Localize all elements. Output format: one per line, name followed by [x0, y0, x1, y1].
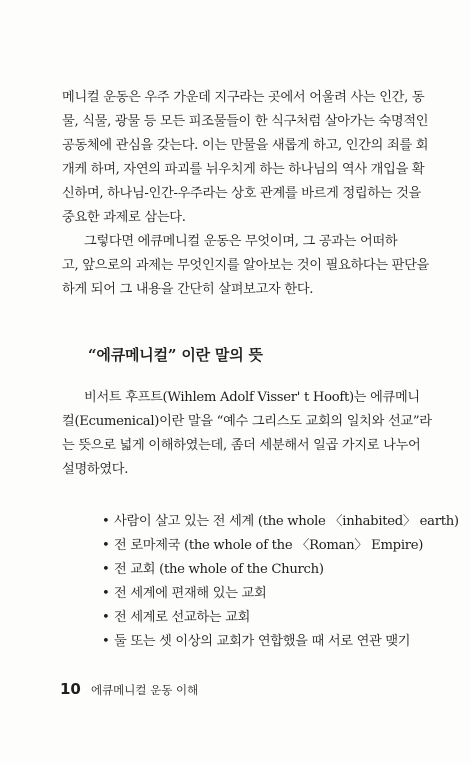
text-line: 물, 식물, 광물 등 모든 피조물들이 한 식구처럼 살아가는 숙명적인 [62, 114, 429, 129]
paragraph-intro [62, 86, 429, 230]
list-item [102, 534, 459, 558]
list-item-text: 전 세계에 편재해 있는 교회 [114, 586, 267, 601]
list-item-text: 사람이 살고 있는 전 세계 (the whole 〈inhabited〉 earth) [114, 514, 459, 529]
bullet-icon: • [102, 586, 110, 601]
list-item-text: 전 로마제국 (the whole of the 〈Roman〉 Empire) [114, 538, 424, 553]
bullet-icon: • [102, 634, 110, 649]
bullet-icon: • [102, 562, 110, 577]
text-line: 중요한 과제로 삼는다. [62, 210, 186, 225]
text-line: 신하며, 하나님-인간-우주라는 상호 관계를 바르게 정립하는 것을 [62, 186, 421, 201]
list-item-text: 전 교회 (the whole of the Church) [114, 562, 324, 577]
list-item [102, 582, 459, 606]
text-line: 메니컬 운동은 우주 가운데 지구라는 곳에서 어울려 사는 인간, 동 [62, 90, 425, 105]
list-item-text: 전 세계로 선교하는 교회 [114, 610, 251, 625]
text-line: 설명하였다. [62, 462, 129, 477]
running-title: 에큐메니컬 운동 이해 [90, 683, 199, 697]
paragraph-purpose [62, 230, 429, 302]
section-heading: “에큐메니컬” 이란 말의 뜻 [88, 346, 263, 364]
list-item [102, 606, 459, 630]
list-item [102, 510, 459, 534]
page-number: 10 [60, 680, 81, 698]
paragraph-definition [62, 386, 432, 482]
list-item [102, 558, 459, 582]
text-line: 는 뜻으로 넓게 이해하였는데, 좀더 세분해서 일곱 가지로 나누어 [62, 438, 421, 453]
bullet-icon: • [102, 610, 110, 625]
bullet-icon: • [102, 538, 110, 553]
text-line: 하게 되어 그 내용을 간단히 살펴보고자 한다. [62, 282, 314, 297]
list-item [102, 630, 459, 654]
text-line: 비서트 후프트(Wihlem Adolf Visser' t Hooft)는 에큐메니 [84, 390, 420, 405]
page-footer [60, 679, 198, 698]
bullet-icon: • [102, 514, 110, 529]
list-item-text: 둘 또는 셋 이상의 교회가 연합했을 때 서로 연관 맺기 [114, 634, 411, 649]
text-line: 공동체에 관심을 갖는다. 이는 만물을 새롭게 하고, 인간의 죄를 회 [62, 138, 429, 153]
text-line: 그렇다면 에큐메니컬 운동은 무엇이며, 그 공과는 어떠하 [84, 234, 398, 249]
text-line: 고, 앞으로의 과제는 무엇인지를 알아보는 것이 필요하다는 판단을 [62, 258, 429, 273]
text-line: 개케 하며, 자연의 파괴를 뉘우치게 하는 하나님의 역사 개입을 확 [62, 162, 425, 177]
meaning-list [102, 510, 459, 654]
text-line: 컬(Ecumenical)이란 말을 “예수 그리스도 교회의 일치와 선교”라 [62, 414, 432, 429]
